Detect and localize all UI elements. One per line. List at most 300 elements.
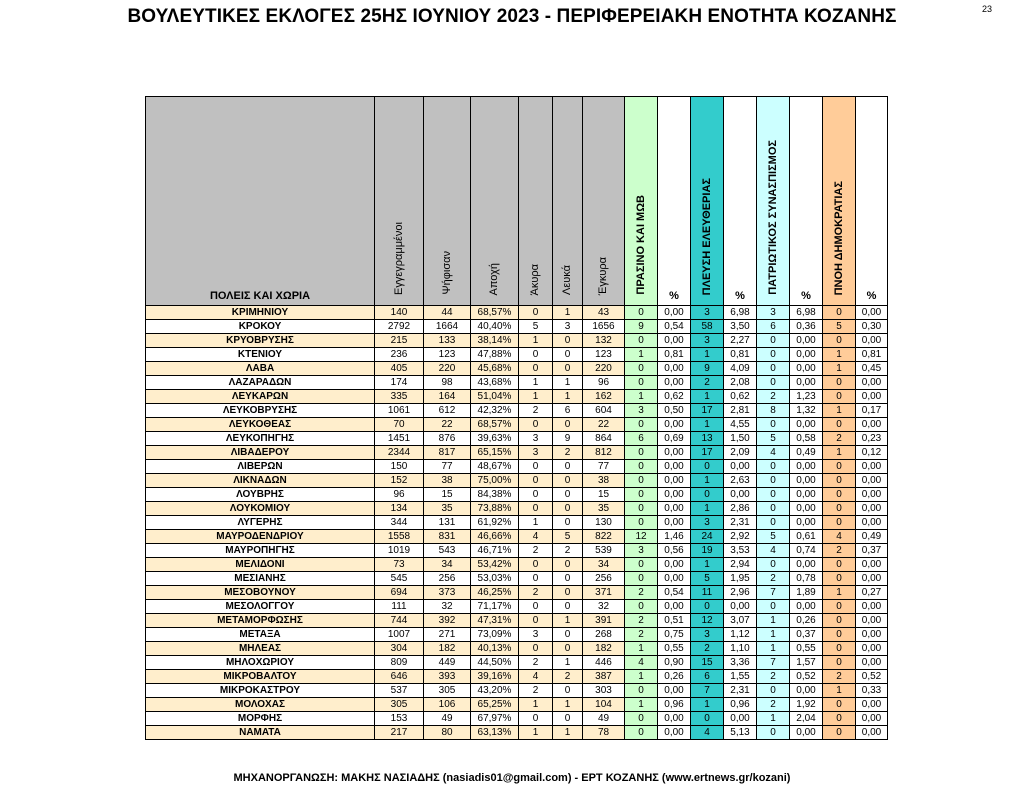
place-name: ΛΙΒΕΡΩΝ [146, 460, 375, 474]
table-row [146, 390, 888, 404]
pnoi-votes-cell: 1 [823, 446, 856, 460]
blank-cell: 0 [553, 516, 583, 530]
plefsi-votes-cell: 1 [691, 698, 724, 712]
plefsi-votes-cell: 7 [691, 684, 724, 698]
voted-cell: 393 [424, 670, 471, 684]
patriotikos-pct-cell: 0,00 [790, 516, 823, 530]
plefsi-votes-cell: 9 [691, 362, 724, 376]
patriotikos-votes-cell: 0 [757, 726, 790, 740]
valid-cell: 15 [583, 488, 625, 502]
registered-cell: 236 [375, 348, 424, 362]
valid-cell: 77 [583, 460, 625, 474]
pnoi-pct-cell: 0,00 [856, 460, 888, 474]
pnoi-votes-cell: 0 [823, 558, 856, 572]
pnoi-votes-cell: 0 [823, 614, 856, 628]
patriotikos-votes-cell: 4 [757, 446, 790, 460]
plefsi-votes-cell: 1 [691, 474, 724, 488]
plefsi-pct-cell: 0,00 [724, 712, 757, 726]
voted-cell: 131 [424, 516, 471, 530]
blank-cell: 1 [553, 376, 583, 390]
prasino-pct-cell: 0,51 [658, 614, 691, 628]
blank-cell: 0 [553, 474, 583, 488]
table-row [146, 474, 888, 488]
voted-cell: 80 [424, 726, 471, 740]
valid-cell: 96 [583, 376, 625, 390]
abstention-cell: 39,63% [471, 432, 519, 446]
abstention-cell: 65,15% [471, 446, 519, 460]
voted-cell: 831 [424, 530, 471, 544]
plefsi-votes-cell: 3 [691, 334, 724, 348]
blank-cell: 0 [553, 334, 583, 348]
abstention-cell: 46,25% [471, 586, 519, 600]
valid-cell: 34 [583, 558, 625, 572]
voted-cell: 220 [424, 362, 471, 376]
table-row [146, 572, 888, 586]
plefsi-pct-cell: 0,00 [724, 460, 757, 474]
prasino-votes-cell: 0 [625, 446, 658, 460]
place-name: ΜΗΛΕΑΣ [146, 642, 375, 656]
prasino-votes-cell: 2 [625, 586, 658, 600]
plefsi-pct-cell: 3,07 [724, 614, 757, 628]
plefsi-pct-cell: 2,09 [724, 446, 757, 460]
table-row [146, 544, 888, 558]
header-valid: Έγκυρα [583, 97, 625, 306]
pnoi-votes-cell: 0 [823, 572, 856, 586]
plefsi-votes-cell: 13 [691, 432, 724, 446]
place-name: ΜΕΤΑΜΟΡΦΩΣΗΣ [146, 614, 375, 628]
pnoi-votes-cell: 1 [823, 362, 856, 376]
pnoi-pct-cell: 0,00 [856, 516, 888, 530]
voted-cell: 164 [424, 390, 471, 404]
prasino-pct-cell: 0,00 [658, 446, 691, 460]
pnoi-pct-cell: 0,00 [856, 390, 888, 404]
prasino-votes-cell: 3 [625, 544, 658, 558]
voted-cell: 373 [424, 586, 471, 600]
page-number: 23 [982, 4, 993, 14]
blank-cell: 0 [553, 488, 583, 502]
abstention-cell: 42,32% [471, 404, 519, 418]
plefsi-pct-cell: 2,31 [724, 684, 757, 698]
voted-cell: 35 [424, 502, 471, 516]
valid-cell: 220 [583, 362, 625, 376]
header-row [146, 97, 888, 306]
patriotikos-votes-cell: 0 [757, 334, 790, 348]
blank-cell: 3 [553, 320, 583, 334]
place-name: ΜΕΛΙΔΟΝΙ [146, 558, 375, 572]
table-row [146, 362, 888, 376]
place-name: ΜΙΚΡΟΚΑΣΤΡΟΥ [146, 684, 375, 698]
prasino-pct-cell: 0,50 [658, 404, 691, 418]
header-registered: Εγγεγραμμένοι [375, 97, 424, 306]
patriotikos-pct-cell: 0,52 [790, 670, 823, 684]
prasino-pct-cell: 0,00 [658, 488, 691, 502]
pnoi-votes-cell: 0 [823, 376, 856, 390]
prasino-pct-cell: 0,00 [658, 516, 691, 530]
abstention-cell: 84,38% [471, 488, 519, 502]
patriotikos-pct-cell: 6,98 [790, 306, 823, 320]
blank-cell: 1 [553, 698, 583, 712]
abstention-cell: 38,14% [471, 334, 519, 348]
abstention-cell: 39,16% [471, 670, 519, 684]
plefsi-pct-cell: 3,53 [724, 544, 757, 558]
abstention-cell: 40,40% [471, 320, 519, 334]
plefsi-votes-cell: 1 [691, 502, 724, 516]
prasino-pct-cell: 0,00 [658, 726, 691, 740]
voted-cell: 32 [424, 600, 471, 614]
pnoi-pct-cell: 0,00 [856, 726, 888, 740]
valid-cell: 49 [583, 712, 625, 726]
patriotikos-pct-cell: 0,55 [790, 642, 823, 656]
table-row [146, 460, 888, 474]
prasino-votes-cell: 1 [625, 670, 658, 684]
registered-cell: 646 [375, 670, 424, 684]
voted-cell: 38 [424, 474, 471, 488]
prasino-votes-cell: 1 [625, 642, 658, 656]
blank-cell: 0 [553, 558, 583, 572]
prasino-pct-cell: 0,00 [658, 600, 691, 614]
place-name: ΛΕΥΚΟΘΕΑΣ [146, 418, 375, 432]
prasino-votes-cell: 12 [625, 530, 658, 544]
voted-cell: 612 [424, 404, 471, 418]
registered-cell: 1007 [375, 628, 424, 642]
place-name: ΚΤΕΝΙΟΥ [146, 348, 375, 362]
registered-cell: 174 [375, 376, 424, 390]
registered-cell: 344 [375, 516, 424, 530]
voted-cell: 123 [424, 348, 471, 362]
invalid-cell: 2 [519, 586, 553, 600]
patriotikos-votes-cell: 8 [757, 404, 790, 418]
valid-cell: 43 [583, 306, 625, 320]
registered-cell: 405 [375, 362, 424, 376]
valid-cell: 130 [583, 516, 625, 530]
patriotikos-pct-cell: 0,36 [790, 320, 823, 334]
table-row [146, 376, 888, 390]
plefsi-votes-cell: 3 [691, 306, 724, 320]
patriotikos-votes-cell: 2 [757, 390, 790, 404]
prasino-votes-cell: 0 [625, 558, 658, 572]
prasino-pct-cell: 0,56 [658, 544, 691, 558]
pnoi-pct-cell: 0,00 [856, 642, 888, 656]
patriotikos-votes-cell: 4 [757, 544, 790, 558]
abstention-cell: 53,03% [471, 572, 519, 586]
valid-cell: 32 [583, 600, 625, 614]
plefsi-pct-cell: 5,13 [724, 726, 757, 740]
table-row [146, 586, 888, 600]
table-row [146, 334, 888, 348]
place-name: ΜΑΥΡΟΔΕΝΔΡΙΟΥ [146, 530, 375, 544]
registered-cell: 545 [375, 572, 424, 586]
prasino-votes-cell: 0 [625, 684, 658, 698]
invalid-cell: 1 [519, 390, 553, 404]
registered-cell: 134 [375, 502, 424, 516]
prasino-votes-cell: 1 [625, 348, 658, 362]
place-name: ΛΥΓΕΡΗΣ [146, 516, 375, 530]
registered-cell: 96 [375, 488, 424, 502]
prasino-pct-cell: 1,46 [658, 530, 691, 544]
pnoi-votes-cell: 0 [823, 516, 856, 530]
pnoi-pct-cell: 0,23 [856, 432, 888, 446]
abstention-cell: 43,68% [471, 376, 519, 390]
plefsi-pct-cell: 4,09 [724, 362, 757, 376]
abstention-cell: 51,04% [471, 390, 519, 404]
place-name: ΜΕΤΑΞΑ [146, 628, 375, 642]
table-row [146, 418, 888, 432]
pnoi-pct-cell: 0,37 [856, 544, 888, 558]
invalid-cell: 3 [519, 432, 553, 446]
plefsi-votes-cell: 2 [691, 642, 724, 656]
voted-cell: 449 [424, 656, 471, 670]
plefsi-pct-cell: 4,55 [724, 418, 757, 432]
prasino-votes-cell: 0 [625, 488, 658, 502]
pnoi-pct-cell: 0,00 [856, 656, 888, 670]
pnoi-votes-cell: 2 [823, 544, 856, 558]
plefsi-votes-cell: 3 [691, 628, 724, 642]
invalid-cell: 3 [519, 628, 553, 642]
valid-cell: 104 [583, 698, 625, 712]
prasino-votes-cell: 9 [625, 320, 658, 334]
blank-cell: 0 [553, 418, 583, 432]
pnoi-pct-cell: 0,00 [856, 418, 888, 432]
prasino-pct-cell: 0,62 [658, 390, 691, 404]
plefsi-votes-cell: 6 [691, 670, 724, 684]
plefsi-pct-cell: 2,86 [724, 502, 757, 516]
pnoi-votes-cell: 1 [823, 586, 856, 600]
prasino-pct-cell: 0,00 [658, 306, 691, 320]
pnoi-votes-cell: 0 [823, 418, 856, 432]
blank-cell: 6 [553, 404, 583, 418]
pnoi-votes-cell: 1 [823, 348, 856, 362]
valid-cell: 539 [583, 544, 625, 558]
table-row [146, 488, 888, 502]
prasino-votes-cell: 0 [625, 376, 658, 390]
plefsi-votes-cell: 0 [691, 488, 724, 502]
patriotikos-pct-cell: 0,00 [790, 474, 823, 488]
blank-cell: 0 [553, 600, 583, 614]
blank-cell: 0 [553, 572, 583, 586]
registered-cell: 809 [375, 656, 424, 670]
patriotikos-pct-cell: 0,58 [790, 432, 823, 446]
patriotikos-votes-cell: 0 [757, 418, 790, 432]
blank-cell: 0 [553, 348, 583, 362]
plefsi-pct-cell: 2,81 [724, 404, 757, 418]
plefsi-pct-cell: 0,81 [724, 348, 757, 362]
plefsi-pct-cell: 2,31 [724, 516, 757, 530]
pnoi-votes-cell: 0 [823, 628, 856, 642]
blank-cell: 0 [553, 628, 583, 642]
place-name: ΛΕΥΚΑΡΩΝ [146, 390, 375, 404]
patriotikos-votes-cell: 2 [757, 572, 790, 586]
voted-cell: 133 [424, 334, 471, 348]
abstention-cell: 61,92% [471, 516, 519, 530]
abstention-cell: 73,88% [471, 502, 519, 516]
voted-cell: 34 [424, 558, 471, 572]
registered-cell: 217 [375, 726, 424, 740]
plefsi-pct-cell: 6,98 [724, 306, 757, 320]
prasino-votes-cell: 0 [625, 474, 658, 488]
patriotikos-pct-cell: 0,00 [790, 362, 823, 376]
patriotikos-pct-cell: 0,37 [790, 628, 823, 642]
header-invalid: Άκυρα [519, 97, 553, 306]
patriotikos-votes-cell: 6 [757, 320, 790, 334]
registered-cell: 1061 [375, 404, 424, 418]
plefsi-votes-cell: 1 [691, 558, 724, 572]
blank-cell: 9 [553, 432, 583, 446]
plefsi-votes-cell: 4 [691, 726, 724, 740]
table-row [146, 726, 888, 740]
plefsi-votes-cell: 5 [691, 572, 724, 586]
plefsi-votes-cell: 15 [691, 656, 724, 670]
patriotikos-votes-cell: 0 [757, 502, 790, 516]
patriotikos-votes-cell: 1 [757, 712, 790, 726]
voted-cell: 44 [424, 306, 471, 320]
registered-cell: 1019 [375, 544, 424, 558]
pnoi-pct-cell: 0,00 [856, 376, 888, 390]
abstention-cell: 46,71% [471, 544, 519, 558]
plefsi-pct-cell: 2,94 [724, 558, 757, 572]
pnoi-pct-cell: 0,00 [856, 712, 888, 726]
page-title: ΒΟΥΛΕΥΤΙΚΕΣ ΕΚΛΟΓΕΣ 25ΗΣ ΙΟΥΝΙΟΥ 2023 - ΠΕΡΙΦΕΡΕΙΑΚΗ ΕΝΟΤΗΤΑ ΚΟΖΑΝΗΣ [127, 6, 897, 27]
blank-cell: 2 [553, 544, 583, 558]
patriotikos-pct-cell: 0,00 [790, 334, 823, 348]
blank-cell: 2 [553, 446, 583, 460]
patriotikos-pct-cell: 0,49 [790, 446, 823, 460]
invalid-cell: 1 [519, 698, 553, 712]
pnoi-pct-cell: 0,00 [856, 572, 888, 586]
place-name: ΜΑΥΡΟΠΗΓΗΣ [146, 544, 375, 558]
voted-cell: 876 [424, 432, 471, 446]
patriotikos-votes-cell: 7 [757, 656, 790, 670]
invalid-cell: 3 [519, 446, 553, 460]
place-name: ΛΙΒΑΔΕΡΟΥ [146, 446, 375, 460]
results-table [145, 96, 888, 740]
prasino-pct-cell: 0,96 [658, 698, 691, 712]
registered-cell: 304 [375, 642, 424, 656]
patriotikos-votes-cell: 7 [757, 586, 790, 600]
invalid-cell: 2 [519, 684, 553, 698]
blank-cell: 1 [553, 656, 583, 670]
patriotikos-pct-cell: 1,92 [790, 698, 823, 712]
pnoi-votes-cell: 4 [823, 530, 856, 544]
patriotikos-pct-cell: 0,00 [790, 460, 823, 474]
blank-cell: 0 [553, 586, 583, 600]
plefsi-votes-cell: 0 [691, 600, 724, 614]
pnoi-votes-cell: 2 [823, 670, 856, 684]
patriotikos-pct-cell: 0,61 [790, 530, 823, 544]
plefsi-pct-cell: 2,08 [724, 376, 757, 390]
table-row [146, 614, 888, 628]
abstention-cell: 47,88% [471, 348, 519, 362]
place-name: ΜΕΣΟΒΟΥΝΟΥ [146, 586, 375, 600]
prasino-pct-cell: 0,54 [658, 320, 691, 334]
registered-cell: 537 [375, 684, 424, 698]
prasino-pct-cell: 0,00 [658, 418, 691, 432]
pnoi-pct-cell: 0,49 [856, 530, 888, 544]
pnoi-votes-cell: 1 [823, 684, 856, 698]
place-name: ΛΕΥΚΟΠΗΓΗΣ [146, 432, 375, 446]
invalid-cell: 1 [519, 334, 553, 348]
invalid-cell: 2 [519, 404, 553, 418]
voted-cell: 49 [424, 712, 471, 726]
table-row [146, 600, 888, 614]
table-body [146, 306, 888, 740]
patriotikos-pct-cell: 0,00 [790, 348, 823, 362]
patriotikos-pct-cell: 0,00 [790, 502, 823, 516]
prasino-pct-cell: 0,00 [658, 558, 691, 572]
patriotikos-pct-cell: 0,78 [790, 572, 823, 586]
patriotikos-votes-cell: 0 [757, 376, 790, 390]
plefsi-votes-cell: 0 [691, 712, 724, 726]
prasino-votes-cell: 4 [625, 656, 658, 670]
patriotikos-pct-cell: 1,57 [790, 656, 823, 670]
abstention-cell: 44,50% [471, 656, 519, 670]
header-party-pnoi: ΠΝΟΗ ΔΗΜΟΚΡΑΤΙΑΣ [823, 97, 856, 306]
pnoi-pct-cell: 0,00 [856, 614, 888, 628]
abstention-cell: 47,31% [471, 614, 519, 628]
valid-cell: 35 [583, 502, 625, 516]
patriotikos-pct-cell: 0,00 [790, 600, 823, 614]
invalid-cell: 0 [519, 614, 553, 628]
abstention-cell: 65,25% [471, 698, 519, 712]
registered-cell: 111 [375, 600, 424, 614]
plefsi-pct-cell: 0,00 [724, 600, 757, 614]
voted-cell: 98 [424, 376, 471, 390]
registered-cell: 153 [375, 712, 424, 726]
plefsi-votes-cell: 58 [691, 320, 724, 334]
abstention-cell: 71,17% [471, 600, 519, 614]
patriotikos-pct-cell: 0,00 [790, 684, 823, 698]
place-name: ΜΕΣΟΛΟΓΓΟΥ [146, 600, 375, 614]
patriotikos-votes-cell: 0 [757, 362, 790, 376]
abstention-cell: 45,68% [471, 362, 519, 376]
blank-cell: 0 [553, 362, 583, 376]
table-row [146, 642, 888, 656]
valid-cell: 38 [583, 474, 625, 488]
place-name: ΝΑΜΑΤΑ [146, 726, 375, 740]
prasino-votes-cell: 6 [625, 432, 658, 446]
prasino-pct-cell: 0,81 [658, 348, 691, 362]
place-name: ΜΟΛΟΧΑΣ [146, 698, 375, 712]
patriotikos-pct-cell: 0,00 [790, 558, 823, 572]
pnoi-votes-cell: 0 [823, 656, 856, 670]
invalid-cell: 2 [519, 544, 553, 558]
place-name: ΛΕΥΚΟΒΡΥΣΗΣ [146, 404, 375, 418]
table-row [146, 306, 888, 320]
voted-cell: 271 [424, 628, 471, 642]
plefsi-pct-cell: 0,62 [724, 390, 757, 404]
valid-cell: 387 [583, 670, 625, 684]
blank-cell: 0 [553, 712, 583, 726]
invalid-cell: 0 [519, 488, 553, 502]
pnoi-votes-cell: 0 [823, 390, 856, 404]
valid-cell: 371 [583, 586, 625, 600]
header-party-prasino-mov: ΠΡΑΣΙΝΟ ΚΑΙ ΜΩΒ [625, 97, 658, 306]
valid-cell: 303 [583, 684, 625, 698]
header-voted: Ψήφισαν [424, 97, 471, 306]
invalid-cell: 0 [519, 502, 553, 516]
plefsi-pct-cell: 3,36 [724, 656, 757, 670]
prasino-pct-cell: 0,00 [658, 684, 691, 698]
pnoi-votes-cell: 0 [823, 698, 856, 712]
patriotikos-pct-cell: 1,32 [790, 404, 823, 418]
plefsi-pct-cell: 2,96 [724, 586, 757, 600]
registered-cell: 215 [375, 334, 424, 348]
registered-cell: 150 [375, 460, 424, 474]
patriotikos-votes-cell: 0 [757, 516, 790, 530]
invalid-cell: 0 [519, 572, 553, 586]
plefsi-votes-cell: 0 [691, 460, 724, 474]
registered-cell: 1451 [375, 432, 424, 446]
plefsi-pct-cell: 1,95 [724, 572, 757, 586]
